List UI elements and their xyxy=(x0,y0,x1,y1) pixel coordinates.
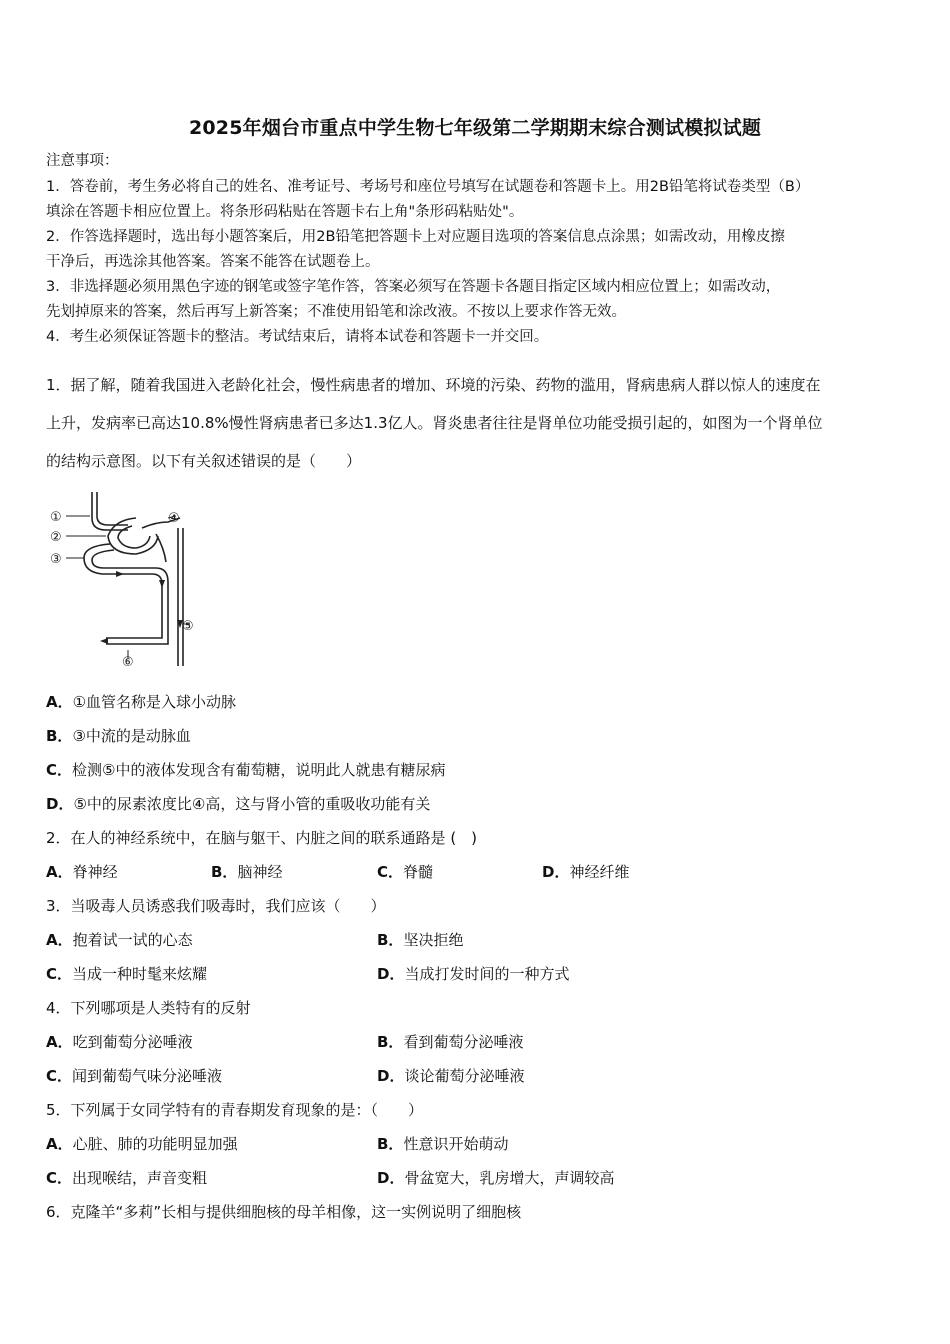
notice-line: 先划掉原来的答案，然后再写上新答案；不准使用铅笔和涂改液。不按以上要求作答无效。 xyxy=(46,304,626,320)
option-c[interactable] xyxy=(46,760,445,780)
option-text: 检测⑤中的液体发现含有葡萄糖，说明此人就患有糖尿病 xyxy=(72,761,446,779)
flow-arrow-icon xyxy=(116,571,124,577)
option-a[interactable] xyxy=(46,1134,238,1154)
option-key: C． xyxy=(46,1169,73,1187)
option-a[interactable] xyxy=(46,692,236,712)
renal-tubule-line xyxy=(92,550,168,644)
option-text: 坚决拒绝 xyxy=(403,931,464,949)
option-text: 脑神经 xyxy=(237,863,283,881)
option-key: C． xyxy=(46,761,73,779)
diagram-label-4: ④ xyxy=(168,511,180,526)
option-key: B． xyxy=(377,1135,404,1153)
option-d[interactable] xyxy=(542,862,629,882)
option-key: A． xyxy=(46,1135,73,1153)
notice-heading: 注意事项： xyxy=(46,153,119,169)
option-text: 吃到葡萄分泌唾液 xyxy=(72,1033,193,1051)
notice-line: 1．答卷前，考生务必将自己的姓名、准考证号、考场号和座位号填写在试题卷和答题卡上。用2B铅笔将试卷类型（B） xyxy=(46,179,810,195)
flow-arrow-icon xyxy=(100,638,108,644)
option-key: D． xyxy=(46,795,74,813)
option-key: A． xyxy=(46,1033,73,1051)
option-b[interactable] xyxy=(46,726,191,746)
option-key: A． xyxy=(46,693,73,711)
question-1-stem-line: 的结构示意图。以下有关叙述错误的是（ ） xyxy=(46,452,362,470)
option-key: A． xyxy=(46,931,73,949)
diagram-label-2: ② xyxy=(50,530,62,545)
option-b[interactable] xyxy=(377,1032,523,1052)
option-c[interactable] xyxy=(377,862,433,882)
diagram-label-6: ⑥ xyxy=(122,655,134,670)
option-key: C． xyxy=(46,1067,73,1085)
option-text: 心脏、肺的功能明显加强 xyxy=(72,1135,238,1153)
option-b[interactable] xyxy=(211,862,282,882)
option-text: 出现喉结，声音变粗 xyxy=(72,1169,208,1187)
option-key: D． xyxy=(377,1169,405,1187)
option-key: A． xyxy=(46,863,73,881)
option-text: 当成打发时间的一种方式 xyxy=(404,965,570,983)
question-3-stem: 3．当吸毒人员诱惑我们吸毒时，我们应该（ ） xyxy=(46,897,386,915)
option-a[interactable] xyxy=(46,1032,193,1052)
notice-line: 3．非选择题必须用黑色字迹的钢笔或签字笔作答，答案必须写在答题卡各题目指定区域内相应位置上；如需改动， xyxy=(46,279,781,295)
option-c[interactable] xyxy=(46,964,207,984)
option-text: 性意识开始萌动 xyxy=(403,1135,509,1153)
question-5-stem: 5．下列属于女同学特有的青春期发育现象的是：（ ） xyxy=(46,1101,424,1119)
option-b[interactable] xyxy=(377,1134,508,1154)
option-c[interactable] xyxy=(46,1168,207,1188)
option-key: D． xyxy=(377,965,405,983)
option-text: 脊髓 xyxy=(403,863,434,881)
option-c[interactable] xyxy=(46,1066,222,1086)
question-4-stem: 4．下列哪项是人类特有的反射 xyxy=(46,999,251,1017)
option-text: 脊神经 xyxy=(72,863,118,881)
option-text: ③中流的是动脉血 xyxy=(72,727,191,745)
option-key: B． xyxy=(377,931,404,949)
option-d[interactable] xyxy=(377,964,569,984)
option-key: B． xyxy=(377,1033,404,1051)
diagram-label-5: ⑤ xyxy=(182,619,194,634)
notice-line: 干净后，再选涂其他答案。答案不能答在试题卷上。 xyxy=(46,254,380,270)
diagram-label-3: ③ xyxy=(50,552,62,567)
question-1-stem-line: 1．据了解，随着我国进入老龄化社会，慢性病患者的增加、环境的污染、药物的滥用，肾病患病人群以惊人的速度在 xyxy=(46,376,821,394)
option-text: 骨盆宽大，乳房增大，声调较高 xyxy=(404,1169,615,1187)
option-text: 看到葡萄分泌唾液 xyxy=(403,1033,524,1051)
glomerulus-line xyxy=(118,526,150,548)
option-key: D． xyxy=(542,863,570,881)
page-title: 2025年烟台市重点中学生物七年级第二学期期末综合测试模拟试题 xyxy=(188,117,762,139)
notice-line: 2．作答选择题时，选出每小题答案后，用2B铅笔把答题卡上对应题目选项的答案信息点涂黑；如需改动，用橡皮擦 xyxy=(46,229,785,245)
option-text: 谈论葡萄分泌唾液 xyxy=(404,1067,525,1085)
option-text: ⑤中的尿素浓度比④高，这与肾小管的重吸收功能有关 xyxy=(73,795,431,813)
option-key: C． xyxy=(46,965,73,983)
option-d[interactable] xyxy=(377,1168,614,1188)
option-text: 神经纤维 xyxy=(569,863,630,881)
option-key: B． xyxy=(211,863,238,881)
question-2-stem: 2．在人的神经系统中，在脑与躯干、内脏之间的联系通路是 ( ) xyxy=(46,829,478,847)
option-text: ①血管名称是入球小动脉 xyxy=(72,693,237,711)
option-key: D． xyxy=(377,1067,405,1085)
question-6-stem: 6．克隆羊“多莉”长相与提供细胞核的母羊相像，这一实例说明了细胞核 xyxy=(46,1203,522,1221)
notice-line: 填涂在答题卡相应位置上。将条形码粘贴在答题卡右上角"条形码粘贴处"。 xyxy=(46,204,524,220)
question-1-stem-line: 上升，发病率已高达10.8%慢性肾病患者已多达1.3亿人。肾炎患者往往是肾单位功能受损引起的，如图为一个肾单位 xyxy=(46,414,823,432)
option-b[interactable] xyxy=(377,930,463,950)
option-text: 闻到葡萄气味分泌唾液 xyxy=(72,1067,223,1085)
option-a[interactable] xyxy=(46,930,193,950)
option-key: B． xyxy=(46,727,73,745)
option-text: 抱着试一试的心态 xyxy=(72,931,193,949)
notice-line: 4．考生必须保证答题卡的整洁。考试结束后，请将本试卷和答题卡一并交回。 xyxy=(46,329,549,345)
option-d[interactable] xyxy=(46,794,430,814)
nephron-diagram xyxy=(44,488,204,670)
option-key: C． xyxy=(377,863,404,881)
capillary-line xyxy=(156,534,166,562)
option-d[interactable] xyxy=(377,1066,524,1086)
option-a[interactable] xyxy=(46,862,118,882)
diagram-label-1: ① xyxy=(50,510,62,525)
renal-tubule-line xyxy=(84,544,162,638)
flow-arrow-icon xyxy=(159,580,165,588)
option-text: 当成一种时髦来炫耀 xyxy=(72,965,208,983)
